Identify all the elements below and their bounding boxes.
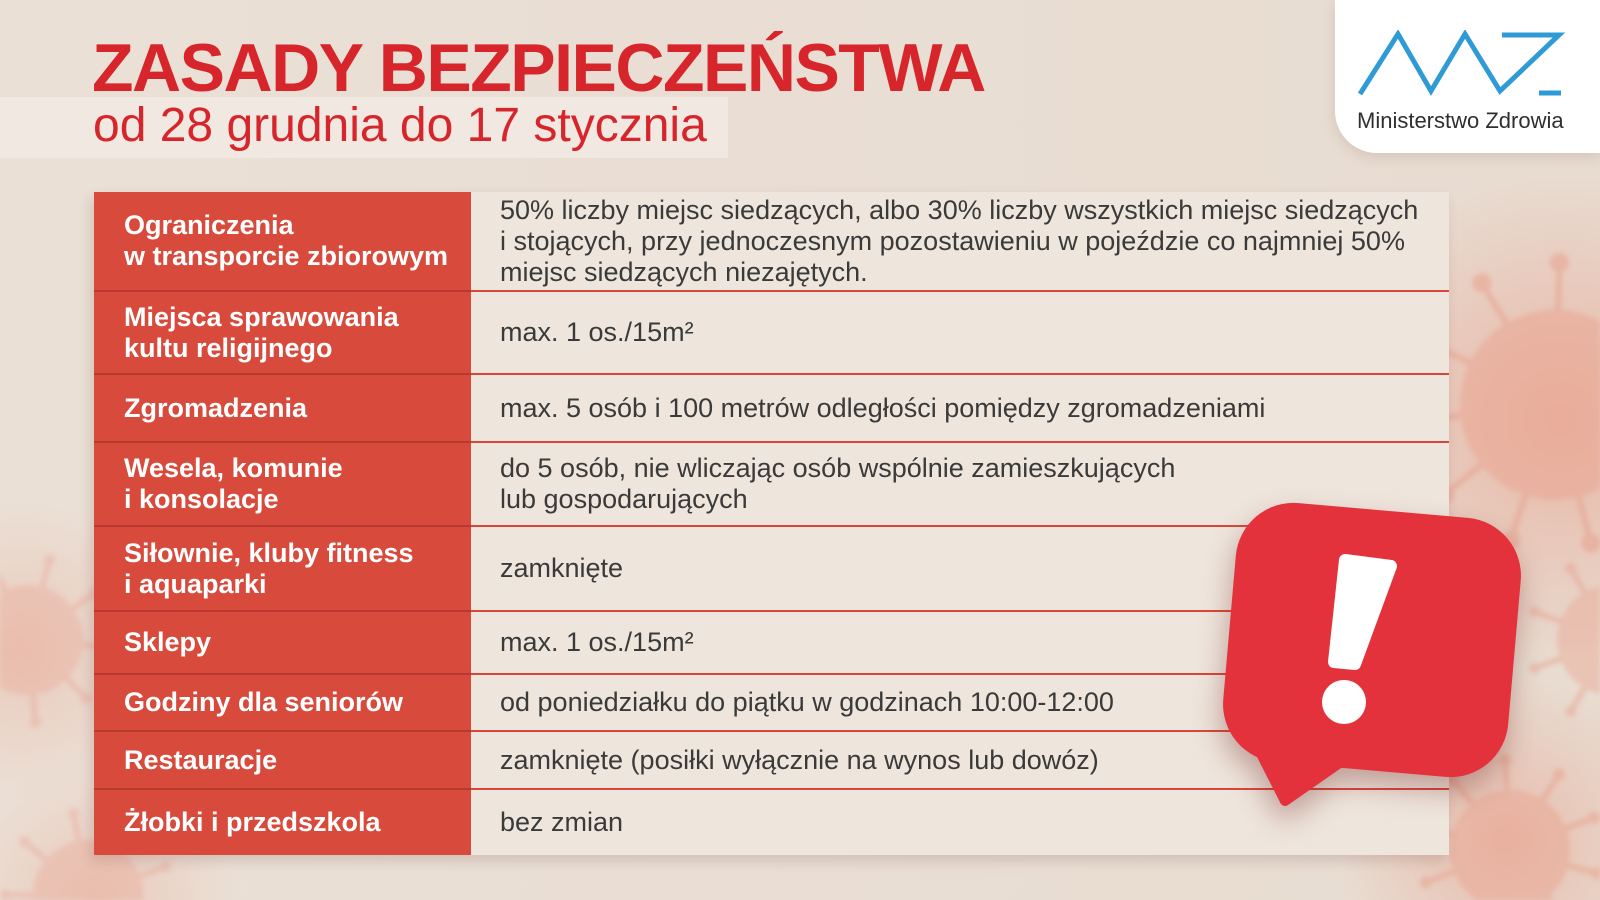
virus-spike-knob [30, 717, 41, 728]
virus-spike-knob [81, 693, 92, 704]
virus-spike-knob [19, 836, 30, 847]
rule-label-cell [94, 375, 471, 443]
rule-label-cell [94, 192, 471, 292]
page-title: ZASADY BEZPIECZEŃSTWA [92, 30, 985, 106]
rule-label-cell [94, 292, 471, 375]
speech-bubble-body [1218, 498, 1526, 782]
rule-value: zamknięte [500, 553, 624, 583]
rule-value: max. 1 os./15m² [500, 317, 694, 347]
virus-spike-knob [1553, 769, 1565, 781]
rule-label: Godziny dla seniorów [124, 687, 404, 717]
virus-spike-knob [1588, 812, 1600, 824]
rule-label-cell [94, 732, 471, 790]
virus-spike-knob [1565, 706, 1576, 717]
rule-value: 50% liczby miejsc siedzących, albo 30% liczby wszystkich miejsc siedzących i stojących, przy jednoczesnym pozostawieniu w pojeździe co najmniej 50% miejsc siedzących niezajętych. [500, 194, 1419, 287]
exclamation-dot [1322, 680, 1366, 724]
rule-label-cell [94, 675, 471, 732]
virus-spike-knob [1420, 876, 1432, 888]
virus-shape [1529, 553, 1600, 726]
rule-row-religious-worship [94, 292, 1449, 375]
rule-label: Miejsca sprawowania kultu religijnego [124, 301, 399, 363]
logo-zigzag [1360, 34, 1559, 94]
rule-label-cell [94, 790, 471, 855]
virus-body [1557, 585, 1600, 695]
virus-spike-knob [160, 861, 171, 872]
rule-value: zamknięte (posiłki wyłącznie na wynos lub dowóz) [500, 744, 1099, 775]
rule-label: Wesela, komunie i konsolacje [124, 453, 343, 514]
rule-label-cell [94, 612, 471, 675]
rule-row-gatherings [94, 375, 1449, 443]
virus-body [1460, 310, 1600, 500]
ministry-logo-box [1335, 0, 1600, 153]
rule-label-cell [94, 527, 471, 612]
rule-value: do 5 osób, nie wliczając osób wspólnie zamieszkujących lub gospodarujących [500, 453, 1176, 514]
rule-label: Żłobki i przedszkola [124, 807, 381, 837]
rule-value-cell [471, 375, 1449, 443]
virus-spike-knob [68, 808, 79, 819]
rule-row-public-transport [94, 192, 1449, 292]
ministry-name: Ministerstwo Zdrowia [1357, 108, 1564, 133]
virus-spike-knob [1565, 563, 1576, 574]
rule-label-cell [94, 443, 471, 527]
virus-spike-knob [0, 890, 11, 900]
rule-label: Siłownie, kluby fitness i aquaparki [124, 537, 414, 599]
rule-value: max. 1 os./15m² [500, 627, 694, 657]
virus-spike-knob [44, 555, 55, 566]
exclamation-speech-bubble-icon [1205, 488, 1535, 818]
rule-label: Zgromadzenia [124, 392, 308, 423]
rule-value: od poniedziałku do piątku w godzinach 10:00-12:00 [500, 687, 1114, 717]
virus-spike-knob [1581, 533, 1600, 552]
virus-spike-knob [1472, 273, 1491, 292]
rule-label: Restauracje [124, 744, 278, 775]
ministry-logo-icon [1357, 30, 1567, 100]
rule-label: Sklepy [124, 627, 212, 657]
rule-value-cell [471, 292, 1449, 375]
rule-label: Ograniczenia w transporcie zbiorowym [124, 210, 449, 271]
rule-value: max. 5 osób i 100 metrów odległości pomiędzy zgromadzeniami [500, 392, 1266, 423]
date-range-subtitle: od 28 grudnia do 17 stycznia [93, 99, 707, 152]
virus-spike-knob [1550, 253, 1569, 272]
rule-value: bez zmian [500, 807, 624, 837]
rule-value-cell [471, 192, 1449, 292]
